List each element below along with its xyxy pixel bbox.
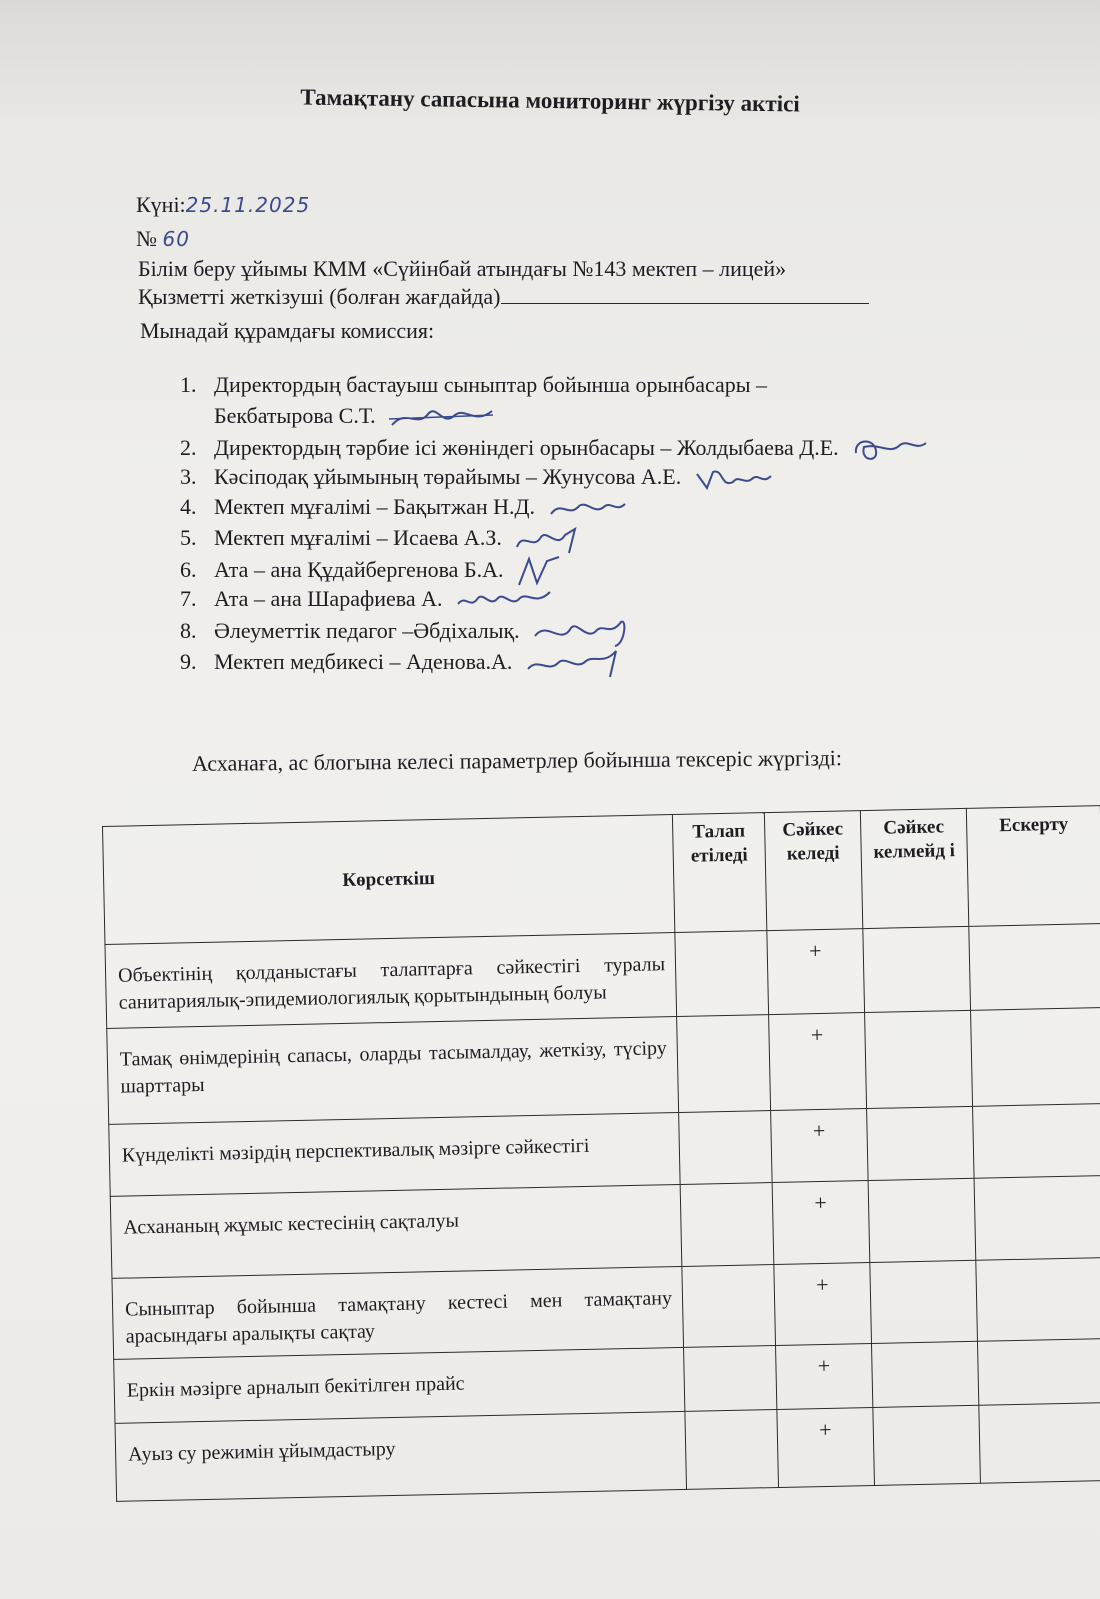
supplier-blank [501, 285, 869, 304]
signature-icon [850, 433, 930, 467]
document-title: Тамақтану сапасына мониторинг жүргізу актісі [300, 84, 800, 117]
header-indicator: Көрсеткіш [103, 815, 675, 945]
commission-item: 1. Директордың бастауыш сыныптар бойынша орынбасары – [180, 372, 768, 397]
date-line [136, 192, 310, 218]
complies-cell: + [776, 1343, 873, 1409]
commission-item: 3. Кәсіподақ ұйымының төрайымы – Жунусова А.Е. [180, 464, 930, 495]
date-label: Күні: [136, 192, 186, 217]
commission-item: 9. Мектеп медбикесі – Аденова.А. [180, 647, 930, 678]
note-cell [979, 1402, 1100, 1483]
not-complies-cell [870, 1260, 978, 1343]
commission-item-continued: Бекбатырова С.Т. [180, 403, 930, 434]
indicator-cell: Объектінің қолданыстағы талаптарға сәйкестігі туралы санитариялық-эпидемиологиялық қорытындының болуы [105, 933, 677, 1029]
commission-item: 2. Директордың тәрбие ісі жөніндегі орынбасары – Жолдыбаева Д.Е. [180, 433, 930, 464]
commission-label: Мынадай құрамдағы комиссия: [140, 318, 435, 343]
not-complies-cell [872, 1341, 979, 1407]
indicator-cell: Ауыз су режимін ұйымдастыру [115, 1411, 687, 1501]
signature-icon [524, 647, 624, 681]
signature-icon [547, 496, 627, 522]
complies-cell: + [767, 929, 865, 1015]
complies-cell: + [769, 1013, 867, 1111]
inspection-table-wrapper [102, 805, 1100, 1516]
signature-icon [693, 464, 773, 494]
number-label: № [136, 226, 157, 251]
note-cell [971, 1008, 1100, 1107]
indicator-cell: Еркін мәзірге арналып бекітілген прайс [114, 1347, 685, 1423]
commission-item: 4. Мектеп мұғалімі – Бақытжан Н.Д. [180, 494, 930, 525]
not-complies-cell [867, 1106, 974, 1180]
required-cell [679, 1111, 772, 1185]
signature-icon [513, 525, 583, 555]
signature-icon [531, 616, 631, 650]
header-required: Талап етіледі [672, 813, 766, 933]
indicator-cell: Асхананың жұмыс кестесінің сақталуы [110, 1184, 682, 1278]
header-complies: Сәйкес келеді [764, 811, 862, 931]
header-note: Ескерту [966, 806, 1100, 927]
commission-item: 7. Ата – ана Шарафиева А. [180, 586, 930, 617]
complies-cell: + [777, 1407, 875, 1487]
not-complies-cell [868, 1178, 976, 1262]
not-complies-cell [863, 926, 971, 1012]
not-complies-cell [865, 1010, 973, 1108]
complies-cell: + [771, 1109, 868, 1183]
number-handwritten: 60 [162, 227, 190, 251]
required-cell [675, 931, 769, 1017]
table-header-row [103, 806, 1100, 945]
note-cell [974, 1176, 1100, 1261]
required-cell [684, 1346, 777, 1412]
commission-item: 6. Ата – ана Құдайбергенова Б.А. [180, 555, 930, 586]
required-cell [682, 1265, 776, 1348]
required-cell [677, 1015, 771, 1113]
note-cell [973, 1104, 1100, 1179]
supplier-label: Қызметті жеткізуші (болған жағдайда) [138, 284, 501, 309]
commission-item: 5. Мектеп мұғалімі – Исаева А.З. [180, 525, 930, 556]
header-not-complies: Сәйкес келмейд і [860, 808, 968, 928]
date-handwritten: 25.11.2025 [185, 193, 311, 217]
organization-line: Білім беру ұйымы КММ «Сүйінбай атындағы №143 мектеп – лицей» [138, 256, 787, 281]
commission-list [180, 372, 930, 677]
required-cell [680, 1183, 774, 1267]
complies-cell: + [774, 1263, 872, 1346]
indicator-cell: Сыныптар бойынша тамақтану кестесі мен тамақтану арасындағы аралықты сақтау [112, 1266, 684, 1359]
note-cell [976, 1257, 1100, 1341]
signature-icon [515, 555, 565, 589]
indicator-cell: Күнделікті мәзірдің перспективалық мәзірге сәйкестігі [109, 1112, 680, 1196]
signature-icon [387, 403, 497, 433]
indicator-cell: Тамақ өнімдерінің сапасы, оларды тасымалдау, жеткізу, түсіру шарттары [107, 1017, 679, 1125]
number-line [136, 226, 190, 252]
note-cell [969, 924, 1100, 1011]
required-cell [685, 1409, 779, 1489]
supplier-line [138, 284, 869, 310]
not-complies-cell [873, 1405, 981, 1485]
note-cell [977, 1338, 1100, 1405]
inspection-intro: Асханаға, ас блогына келесі параметрлер бойынша тексеріс жүргізді: [191, 745, 843, 776]
signature-icon [454, 586, 554, 616]
commission-item: 8. Әлеуметтік педагог –Әбдіхалық. [180, 616, 930, 647]
inspection-table [102, 805, 1100, 1502]
complies-cell: + [772, 1181, 870, 1265]
